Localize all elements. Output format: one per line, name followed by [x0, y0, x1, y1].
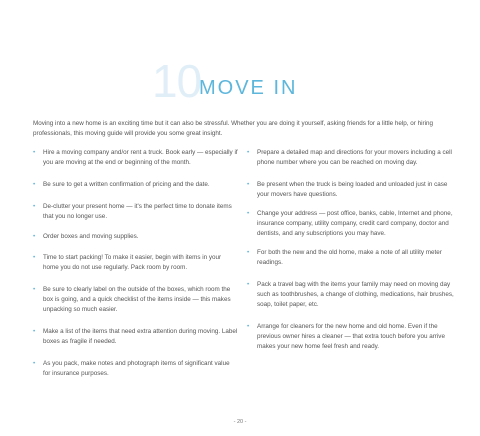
list-item-text: Change your address — post office, banks, cable, Internet and phone, insurance company, utility company, credit card company, doctor and dentists, and any subscriptions you may have. — [257, 210, 453, 237]
bullet-icon: • — [247, 249, 250, 256]
list-item-text: Hire a moving company and/or rent a truck. Book early — especially if you are moving at the end or beginning of the month. — [43, 149, 238, 166]
list-item-text: Arrange for cleaners for the new home and old home. Even if the previous owner hires a cleaner — that extra touch before you arrive makes your new home feel fresh and ready. — [257, 323, 445, 350]
bullet-icon: • — [33, 233, 36, 240]
list-item-text: Be present when the truck is being loaded and unloaded just in case your movers have questions. — [257, 181, 448, 198]
list-item — [33, 285, 238, 315]
bullet-icon: • — [33, 181, 36, 188]
bullet-icon: • — [247, 181, 250, 188]
list-item — [33, 202, 238, 222]
list-item-text: For both the new and the old home, make a note of all utility meter readings. — [257, 249, 442, 266]
page-number: - 20 - — [233, 419, 247, 425]
checklist-right-column — [247, 148, 455, 364]
list-item-text: Prepare a detailed map and directions for your movers including a cell phone number where you can be reached on moving day. — [257, 149, 452, 166]
list-item — [33, 148, 238, 168]
list-item — [247, 180, 455, 200]
list-item-text: Be sure to get a written confirmation of pricing and the date. — [43, 181, 210, 188]
list-item-text: Time to start packing! To make it easier, begin with items in your home you do not use regularly. Pack room by room. — [43, 254, 222, 271]
bullet-icon: • — [33, 328, 36, 335]
list-item — [247, 248, 455, 268]
list-item — [247, 209, 455, 239]
page-header — [0, 55, 480, 107]
list-item — [33, 359, 238, 379]
bullet-icon: • — [33, 286, 36, 293]
bullet-icon: • — [247, 323, 250, 330]
section-number: 10 — [152, 55, 202, 107]
list-item-text: Be sure to clearly label on the outside of the boxes, which room the box is going, and a quick checklist of the items inside — this makes unpacking so much easier. — [43, 286, 231, 313]
list-item — [247, 322, 455, 352]
list-item — [33, 232, 238, 242]
list-item — [33, 327, 238, 347]
list-item — [33, 253, 238, 273]
list-item-text: Order boxes and moving supplies. — [43, 233, 139, 240]
bullet-icon: • — [33, 203, 36, 210]
bullet-icon: • — [33, 360, 36, 367]
list-item-text: Pack a travel bag with the items your family may need on moving day such as toothbrushes, a change of clothing, medications, hair brushes, soap, toilet paper, etc. — [257, 281, 454, 308]
intro-paragraph: Moving into a new home is an exciting time but it can also be stressful. Whether you are doing it yourself, asking friends for a little help, or hiring professionals, this moving guide will provide you some great insight. — [33, 120, 434, 137]
bullet-icon: • — [247, 281, 250, 288]
list-item-text: Make a list of the items that need extra attention during moving. Label boxes as fragile if needed. — [43, 328, 238, 345]
list-item-text: De-clutter your present home — it's the perfect time to donate items that you no longer use. — [43, 203, 232, 220]
bullet-icon: • — [247, 210, 250, 217]
list-item — [247, 280, 455, 310]
bullet-icon: • — [247, 149, 250, 156]
list-item-text: As you pack, make notes and photograph items of significant value for insurance purposes. — [43, 360, 230, 377]
checklist-left-column — [33, 148, 238, 391]
bullet-icon: • — [33, 254, 36, 261]
list-item — [247, 148, 455, 168]
bullet-icon: • — [33, 149, 36, 156]
list-item — [33, 180, 238, 190]
section-title: MOVE IN — [199, 77, 298, 99]
